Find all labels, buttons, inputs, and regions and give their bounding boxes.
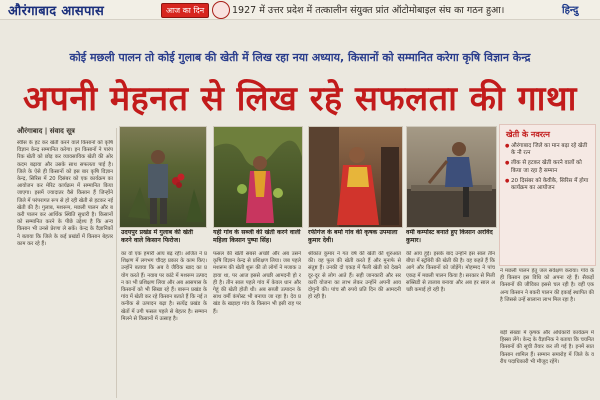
sidebar-list	[505, 143, 591, 195]
history-note: 1927 में उत्तर प्रदेश में तत्कालीन संयुक्त प्रांत ऑटोमोबाइल संघ का गठन हुआ।	[232, 5, 505, 16]
sidebar-item: ● औरंगाबाद जिले का मान बढ़ा रहे खेती के नौ रत्न	[505, 143, 591, 157]
article-kicker: कोई मछली पालन तो कोई गुलाब की खेती में लिख रहा नया अध्याय, किसानों को सम्मानित करेगा कृषि विज्ञान केन्द्र	[69, 51, 531, 64]
newspaper-brand: हिन्दु	[562, 5, 579, 16]
photo-caption-3: रफीगंज के बर्मा गांव की कृषक उपमाला कुमार देवी।	[308, 229, 398, 244]
photo-vermicompost	[406, 126, 497, 228]
article-column-6: ने मछली पालन हेतु जल सर्वेक्षण कराया। गांव के ही किसान इस विधि को अपना रहे हैं। सैकड़ों किसानों की जीविका इससे चल रही है। वहीं एक अन्य किसान ने बकरी पालन की इकाई स्थापित की है जिससे उन्हें सालाना लाभ मिल रहा है।	[500, 268, 594, 303]
section-title: औरंगाबाद आसपास	[8, 4, 105, 19]
column-divider	[116, 128, 117, 398]
photo-rose-farmer-graphic	[120, 127, 206, 227]
sidebar-item: ● लीक से हटकर खेती करने वालों को किया जा रहा है सम्मान	[505, 160, 591, 174]
photo-caption-1: उदयपुर प्रखंड में गुलाब की खेती करने वाले किसान फिरोज।	[121, 229, 194, 244]
article-column-1: स्वीस के हट कर खेती करने वाले किसानों को कृषि विज्ञान केन्द्र सम्मानित करेगा। इन किसानों ने पारंपरिक खेती को छोड़ कर व्यावसायिक खेती की ओर कदम बढ़ाया और उसके साथ सफलता पाई है। जिले के ऐसे ही किसानों को इस बार कृषि विज्ञान केन्द्र, सिरिस में 20 दिसंबर को एक कार्यक्रम का आयोजन कर मेरिट कार्यक्रम में सम्मानित किया जाएगा। इसमें ज्यादातर वैसे किसान हैं जिन्होंने जिले में परंपरागत रूप से हो रही खेती से हटकर नई खेती की है। गुलाब, मशरूम, मछली पालन और बकरी पालन कर आर्थिक स्थिति सुधारी है। किसानों को सम्मानित करने के पीछे उद्देश्य है कि अन्य किसान भी उनसे प्रेरणा ले सकें। केन्द्र के वैज्ञानिकों ने बताया कि जिले के कई प्रखंडों में किसान बेहतर काम कर रहे हैं।	[17, 140, 113, 247]
photo-caption-2: यही गांव के सब्जी की खेती करने वाली महिला किसान पुष्पा सिंह।	[213, 229, 301, 244]
article-column-4: श्रीकांत कुमार ने गत वर्ष की खेती की शुरुआत की। वह फूल की खेती करते हैं और मुनाफे से संतुष्ट हैं। उनकी दो एकड़ में फैली खेती को देखने दूर-दूर से लोग आते हैं। सही जानकारी और सरकारी योजना का लाभ लेकर उन्होंने अपनी आय दोगुनी की। पांच सौ रुपये प्रति दिन की आमदनी हो रही है।	[308, 251, 401, 301]
photo-caption-4: वर्मी कम्पोस्ट बनाते हुए किसान अरविंद कुमार।	[406, 229, 493, 244]
photo-woman-farmer-graphic	[214, 127, 302, 227]
article-column-3: फसल की खेती सबसे अच्छी और अब उसने कृषि विज्ञान केन्द्र से प्रशिक्षण लिया। जब पहले मशरूम की खेती शुरू की तो लोगों ने मजाक उड़ाया था, पर आज इससे अच्छी आमदनी हो रही है। तीन साल पहले गांव में केवल धान और गेहूं की खेती होती थी। अब सब्जी उत्पादन के साथ वर्मी कंपोस्ट भी बनाया जा रहा है। देव प्रखंड के खड़ाहा गांव के किसान भी इसी राह पर हैं।	[213, 251, 301, 315]
photo-vermicompost-graphic	[407, 127, 496, 227]
article-byline: औरंगाबाद | संवाद सूत्र	[17, 127, 75, 135]
photo-woman-in-sari-graphic	[309, 127, 402, 227]
photo-woman-in-sari	[308, 126, 403, 228]
article-column-7: बड़ी संख्या में कृषक और अधिकारी कार्यक्रम में हिस्सा लेंगे। केन्द्र के वैज्ञानिक ने बताया कि चयनित किसानों की सूची तैयार कर ली गई है। इनमें सात किसान शामिल हैं। सम्मान समारोह में जिले के वरीय पदाधिकारी भी मौजूद रहेंगे।	[500, 330, 594, 365]
sidebar-title: खेती के नवरत्न	[506, 130, 550, 139]
article-column-5: की आय हुई। इसके बाद उन्होंने इस साल तीन बीघा में स्ट्रॉबेरी की खेती की है। वह कहते हैं कि आगे और किसानों को जोड़ेंगे। मोहम्मद ने पांच एकड़ में मछली पालन किया है। सरकार से मिली सब्सिडी से तालाब बनाया और अब हर साल अच्छी कमाई हो रही है।	[406, 251, 495, 294]
section-header-band	[0, 0, 600, 20]
photo-rose-farmer	[119, 126, 207, 228]
sidebar-box	[499, 124, 596, 266]
photo-woman-farmer	[213, 126, 303, 228]
sidebar-item: ● 20 दिसंबर को केवीके, सिरिस में होगा कार्यक्रम का आयोजन	[505, 178, 591, 192]
badge-emblem-icon	[212, 1, 230, 19]
aaj-ka-din-badge: आज का दिन	[161, 3, 209, 18]
article-headline: अपनी मेहनत से लिख रहे सफलता की गाथा	[23, 79, 577, 119]
article-column-2: का वो एक हमारी आय बढ़ रही। अजित ने प्रशिक्षण में लगभग चौदह प्रकार के काम किए। उन्होंने बताया कि अब वे जैविक खाद का प्रयोग करते हैं। नवाब पर कांटे में मशरूम उत्पादन का भी प्रशिक्षण लिया और अब आसपास के किसानों को भी सिखा रहे हैं। बारून प्रखंड के गांव में खेती कर रहे किसान बताते हैं कि नई तकनीक से उत्पादन बढ़ा है। सत्येंद्र प्रखंड के खेतों में उगी फसल पहले से बेहतर है। सम्मान मिलने से किसानों में उत्साह है।	[121, 251, 207, 322]
